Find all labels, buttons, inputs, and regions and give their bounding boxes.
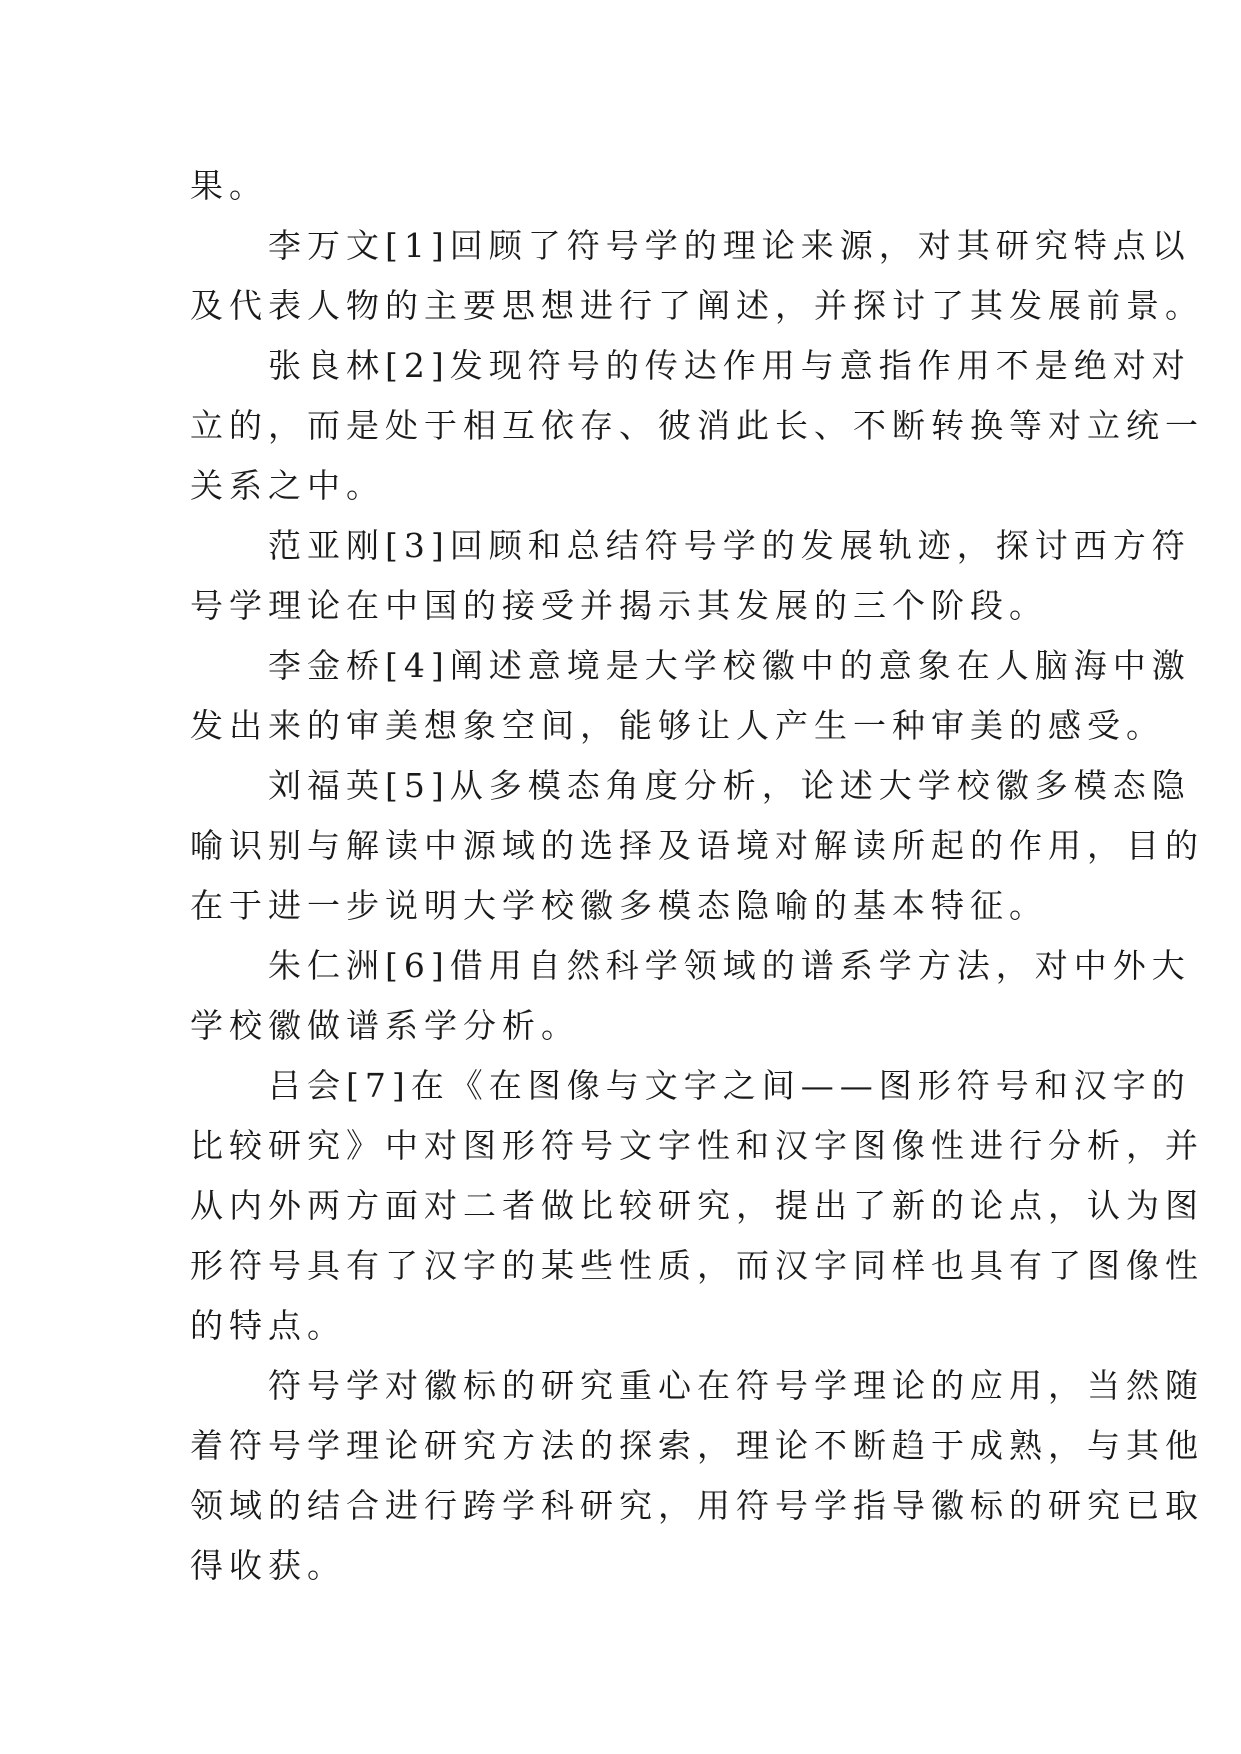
text-line: 号学理论在中国的接受并揭示其发展的三个阶段。 (190, 586, 1048, 625)
text-line: 李万文[1]回顾了符号学的理论来源，对其研究特点以 (190, 226, 1191, 265)
text-line: 及代表人物的主要思想进行了阐述，并探讨了其发展前景。 (190, 286, 1204, 325)
text-line: 从内外两方面对二者做比较研究，提出了新的论点，认为图 (190, 1186, 1204, 1225)
text-line: 范亚刚[3]回顾和总结符号学的发展轨迹，探讨西方符 (190, 526, 1191, 565)
text-line: 比较研究》中对图形符号文字性和汉字图像性进行分析，并 (190, 1126, 1204, 1165)
document-body (190, 156, 1204, 1596)
text-line: 刘福英[5]从多模态角度分析，论述大学校徽多模态隐 (190, 766, 1191, 805)
text-line: 关系之中。 (190, 466, 385, 505)
text-line: 在于进一步说明大学校徽多模态隐喻的基本特征。 (190, 886, 1048, 925)
text-line: 朱仁洲[6]借用自然科学领域的谱系学方法，对中外大 (190, 946, 1191, 985)
text-line: 着符号学理论研究方法的探索，理论不断趋于成熟，与其他 (190, 1426, 1204, 1465)
text-line: 学校徽做谱系学分析。 (190, 1006, 580, 1045)
text-line: 吕会[7]在《在图像与文字之间——图形符号和汉字的 (190, 1066, 1191, 1105)
text-line: 符号学对徽标的研究重心在符号学理论的应用，当然随 (190, 1366, 1204, 1405)
text-line: 领域的结合进行跨学科研究，用符号学指导徽标的研究已取 (190, 1486, 1204, 1525)
text-line: 果。 (190, 166, 268, 205)
text-line: 立的，而是处于相互依存、彼消此长、不断转换等对立统一 (190, 406, 1204, 445)
text-line: 的特点。 (190, 1306, 346, 1345)
text-line: 得收获。 (190, 1546, 346, 1585)
text-line: 发出来的审美想象空间，能够让人产生一种审美的感受。 (190, 706, 1165, 745)
text-line: 张良林[2]发现符号的传达作用与意指作用不是绝对对 (190, 346, 1191, 385)
text-line: 李金桥[4]阐述意境是大学校徽中的意象在人脑海中激 (190, 646, 1191, 685)
text-line: 形符号具有了汉字的某些性质，而汉字同样也具有了图像性 (190, 1246, 1204, 1285)
text-line: 喻识别与解读中源域的选择及语境对解读所起的作用，目的 (190, 826, 1204, 865)
